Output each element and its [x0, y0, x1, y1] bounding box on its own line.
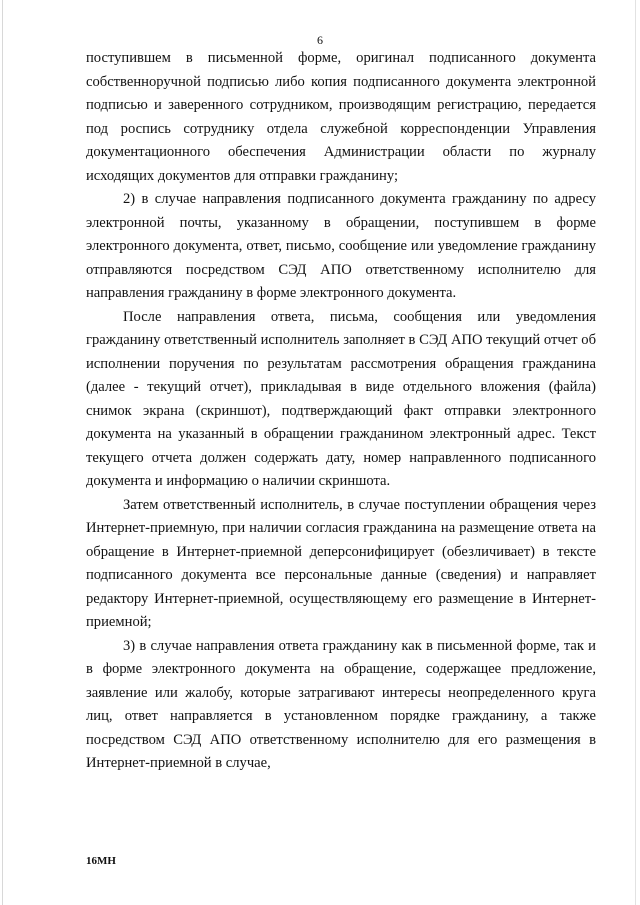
paragraph-continuation: поступившем в письменной форме, оригинал подписанного документа собственноручной подписью либо копия подписанного документа электронной подписью и заверенного сотрудником, производящим регистрацию, передается под роспись сотруднику отдела служебной корреспонденции Управления документационного обеспечения Администрации области по журналу исходящих документов для отправки гражданину;: [86, 50, 596, 184]
paragraph-item-3: 3) в случае направления ответа гражданину как в письменной форме, так и в форме электронного документа на обращение, содержащее предложение, заявление или жалобу, которые затрагивают интересы неопределенного круга лиц, ответ направляется в установленном порядке гражданину, а также посредством СЭД АПО ответственному исполнителю для его размещения в Интернет-приемной в случае,: [86, 637, 596, 771]
footer-document-code: 16МН: [86, 855, 116, 867]
paragraph-internet-reception: Затем ответственный исполнитель, в случае поступлении обращения через Интернет-приемную, при наличии согласия гражданина на размещение ответа на обращение в Интернет-приемной деперсонифицирует (обезличивает) в тексте подписанного документа все персональные данные (сведения) и направляет редактору Интернет-приемной, осуществляющему его размещение в Интернет-приемной;: [86, 496, 596, 630]
page-number: 6: [317, 33, 323, 47]
paragraph-item-2: 2) в случае направления подписанного документа гражданину по адресу электронной почты, указанному в обращении, поступившем в форме электронного документа, ответ, письмо, сообщение или уведомление гражданину отправляются посредством СЭД АПО ответственному исполнителю для направления гражданину в форме электронного документа.: [86, 191, 596, 301]
paragraph-report: После направления ответа, письма, сообщения или уведомления гражданину ответственный исполнитель заполняет в СЭД АПО текущий отчет об исполнении поручения по результатам рассмотрения обращения гражданина (далее - текущий отчет), прикладывая в виде отдельного вложения (файла) снимок экрана (скриншот), подтверждающий факт отправки электронного документа на указанный в обращении гражданином электронный адрес. Текст текущего отчета должен содержать дату, номер направленного подписанного документа и информацию о наличии скриншота.: [86, 308, 596, 489]
scan-edge-right: [635, 0, 636, 905]
document-body: [86, 47, 596, 776]
scan-edge-left: [2, 0, 3, 905]
